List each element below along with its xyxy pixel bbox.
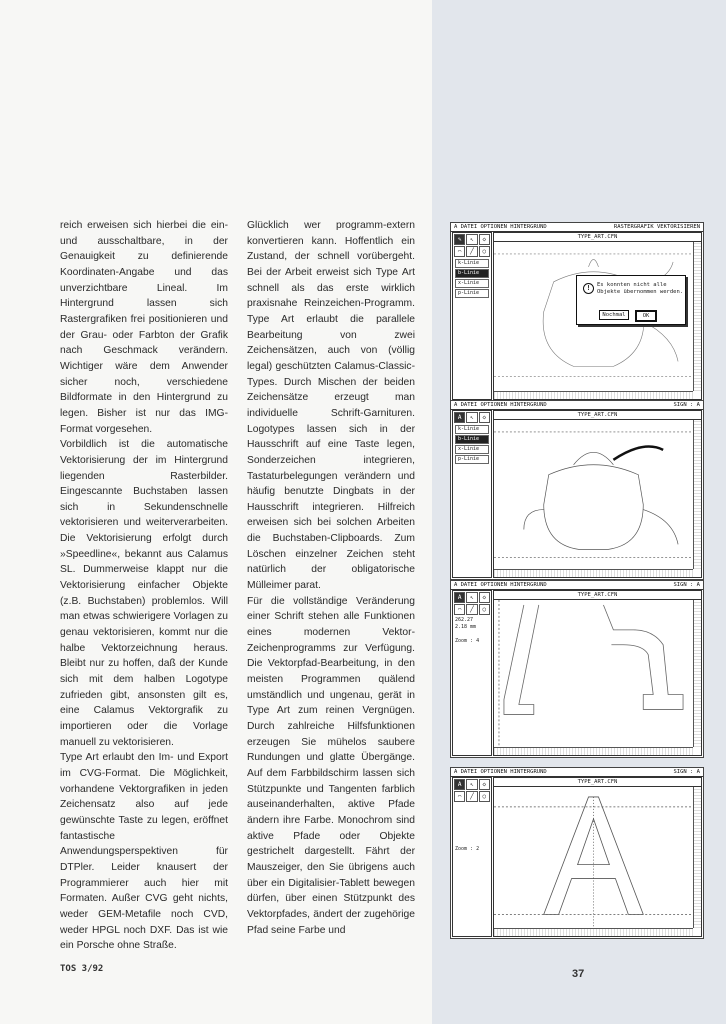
toolbox <box>452 777 492 937</box>
toolbox <box>452 232 492 400</box>
screenshot-vector-teapot <box>450 400 704 580</box>
line-icon: ╱ <box>466 791 477 802</box>
line-x: x-Linie <box>455 445 489 454</box>
screenshot-vectorize-dialog <box>450 222 704 402</box>
editor-window <box>493 410 702 578</box>
coordinate-readout: 262.27 2.18 mm Zoom : 4 <box>455 617 480 644</box>
menu-right-label: SIGN : A <box>673 769 700 775</box>
editor-window <box>493 777 702 937</box>
horizontal-scrollbar[interactable] <box>494 747 693 755</box>
line-k: k-Linie <box>455 425 489 434</box>
window-title: TYPE_ART.CFN <box>494 233 701 242</box>
line-b: b-Linie <box>455 435 489 444</box>
arrow-icon: ↖ <box>466 412 477 423</box>
paragraph: reich erweisen sich hierbei die ein- und ausschaltbare, in der Genauigkeit zu definierende Koordinaten-Angabe und das unverzichtbare Lineal. Im Hintergrund lassen sich Rastergrafiken frei positionieren und der Grau- oder Farbton der Grafik nach Geschmack verändern. Wichtiger wäre dem Anwender sicher noch, verschiedene Bildformate in den Hintergrund zu legen. Bisher ist nur das IMG-Format vorgesehen. <box>60 220 228 435</box>
vertical-scrollbar[interactable] <box>693 420 701 569</box>
vertical-scrollbar[interactable] <box>693 242 701 391</box>
screenshot-letter-zoom4 <box>450 580 704 758</box>
curve-icon: ⌒ <box>454 791 465 802</box>
issue-label: TOS 3/92 <box>60 964 104 974</box>
paragraph: Glücklich wer programm-extern konvertieren kann. Hoffentlich ein Zustand, der schnell vorübergeht. Bei der Arbeit erweist sich Type Art schnell als das erste wirklich praxisnahe Reinzeichen-Programm. Type Art erlaubt die parallele Bearbeitung von zwei Zeichensätzen, auch von (völlig legal) geschützten Calamus-Classic-Types. Durch Mischen der beiden Zeichensätze erzeugt man individuelle Schrift-Garnituren. Logotypes lassen sich in der Hausschrift auf eine Taste legen, Sonderzeichen integrieren, Tastaturbelegungen verändern und häufig benutzte Dingbats in der Hausschrift integrieren. Hilfreich erweisen sich bei solchen Arbeiten die Buchstaben-Clipboards. Zum Löschen einzelner Zeichen steht natürlich der obligatorische Mülleimer parat. <box>247 220 415 592</box>
alert-dialog <box>576 275 686 325</box>
menu-items: A DATEI OPTIONEN HINTERGRUND <box>454 224 547 230</box>
line-b: b-Linie <box>455 269 489 278</box>
window-title: TYPE_ART.CFN <box>494 778 701 787</box>
menu-bar <box>451 401 703 410</box>
ok-button[interactable]: OK <box>635 310 657 322</box>
menu-items: A DATEI OPTIONEN HINTERGRUND <box>454 769 547 775</box>
editor-window <box>493 232 702 400</box>
line-icon: ╱ <box>466 246 477 257</box>
node-icon: ◇ <box>479 412 490 423</box>
menu-right-label: SIGN : A <box>673 402 700 408</box>
menu-right-label: SIGN : A <box>673 582 700 588</box>
alert-message: Es konnten nicht alle Objekte übernommen werden. <box>597 282 684 295</box>
pen-icon: A <box>454 592 465 603</box>
text-column-left <box>60 218 228 954</box>
page-number: 37 <box>572 968 585 980</box>
line-p: p-Linie <box>455 289 489 298</box>
toolbox <box>452 410 492 578</box>
line-p: p-Linie <box>455 455 489 464</box>
menu-bar <box>451 581 703 590</box>
window-title: TYPE_ART.CFN <box>494 411 701 420</box>
pen-icon: A <box>454 779 465 790</box>
horizontal-scrollbar[interactable] <box>494 391 693 399</box>
teapot-vector-drawing <box>494 420 693 569</box>
menu-bar <box>451 768 703 777</box>
horizontal-scrollbar[interactable] <box>494 569 693 577</box>
arrow-icon: ↖ <box>466 234 477 245</box>
line-x: x-Linie <box>455 279 489 288</box>
node-icon: ◇ <box>479 234 490 245</box>
node-icon: ◇ <box>479 779 490 790</box>
editor-window <box>493 590 702 756</box>
curve-icon: ⌒ <box>454 246 465 257</box>
circle-icon: ○ <box>479 246 490 257</box>
warning-icon: ! <box>583 283 594 294</box>
window-title: TYPE_ART.CFN <box>494 591 701 600</box>
retry-button[interactable]: Nochmal <box>599 310 629 320</box>
paragraph: Vorbildlich ist die automatische Vektorisierung der im Hintergrund liegenden Rasterbilder. Eingescannte Buchstaben lassen sich in Sekundenschnelle vektorisieren und weiterverarbeiten. Die Vektorisierung erfolgt durch »Speedline«, bekannt aus Calamus SL. Dummerweise klappt nur die Vektorisierung einfacher Objekte (z.B. Buchstaben) problemlos. Will man etwas schwierigere Vorlagen zu genau vektorisieren, kommt nur die halbe Vektorzeichnung heraus. Bleibt nur zu hoffen, daß der Kunde sich mit dem halben Logotype zufrieden gibt, ansonsten gilt es, eine Calamus Vektorgrafik zu importieren oder die Vorlage manuell zu vektorisieren. <box>60 439 228 748</box>
paragraph: Für die vollständige Veränderung einer Schrift stehen alle Funktionen eines modernen Vektor-Zeichenprogramms zur Verfügung. Die Vektorpfad-Bearbeitung, in den meisten Programmen quälend umständlich und ungenau, gerät in Type Art zum reinen Vergnügen. Durch zahlreiche Hilfsfunktionen erzeugen Sie mühelos saubere Rundungen und glatte Übergänge. Auf dem Farbbildschirm lassen sich Stützpunkte und Tangenten farblich auseinanderhalten, aktive Pfade ändern ihre Farbe. Monochrom sind aktive Pfade oder Objekte gestrichelt dargestellt. Fährt der Mauszeiger, den Sie übrigens auch über ein Digitalisier-Tablett bewegen dürfen, über einen Stützpunkt des Vektorpfades, ändert der zugehörige Pfad seine Farbe und <box>247 595 415 936</box>
curve-icon: ⌒ <box>454 604 465 615</box>
text-column-right <box>247 218 415 938</box>
zoom-readout: Zoom : 2 <box>455 846 480 852</box>
paragraph: Type Art erlaubt den Im- und Export im CVG-Format. Die Möglichkeit, vorhandene Vektorgrafiken in jeden Zeichensatz also auf jede gewünschte Taste zu legen, eröffnet fantastische Anwendungsperspektiven für DTPler. Leider knausert der Programmierer auch hier mit Formaten. Außer CVG geht nichts, weder GEM-Metafile noch CVD, weder HPGL noch DXF. Das ist wie ein Porsche ohne Straße. <box>60 752 228 952</box>
toolbox <box>452 590 492 756</box>
vertical-scrollbar[interactable] <box>693 600 701 747</box>
circle-icon: ○ <box>479 791 490 802</box>
letter-a-full-drawing <box>494 787 693 936</box>
menu-items: A DATEI OPTIONEN HINTERGRUND <box>454 582 547 588</box>
line-k: k-Linie <box>455 259 489 268</box>
menu-right-label: RASTERGRAFIK VEKTORISIEREN <box>613 224 700 230</box>
circle-icon: ○ <box>479 604 490 615</box>
vertical-scrollbar[interactable] <box>693 787 701 928</box>
node-icon: ◇ <box>479 592 490 603</box>
line-icon: ╱ <box>466 604 477 615</box>
menu-bar <box>451 223 703 232</box>
menu-items: A DATEI OPTIONEN HINTERGRUND <box>454 402 547 408</box>
arrow-icon: ↖ <box>466 779 477 790</box>
screenshot-letter-zoom2 <box>450 767 704 939</box>
horizontal-scrollbar[interactable] <box>494 928 693 936</box>
arrow-icon: ↖ <box>466 592 477 603</box>
pen-icon: ✎ <box>454 234 465 245</box>
letter-a-detail-drawing <box>494 600 693 749</box>
pen-icon: A <box>454 412 465 423</box>
